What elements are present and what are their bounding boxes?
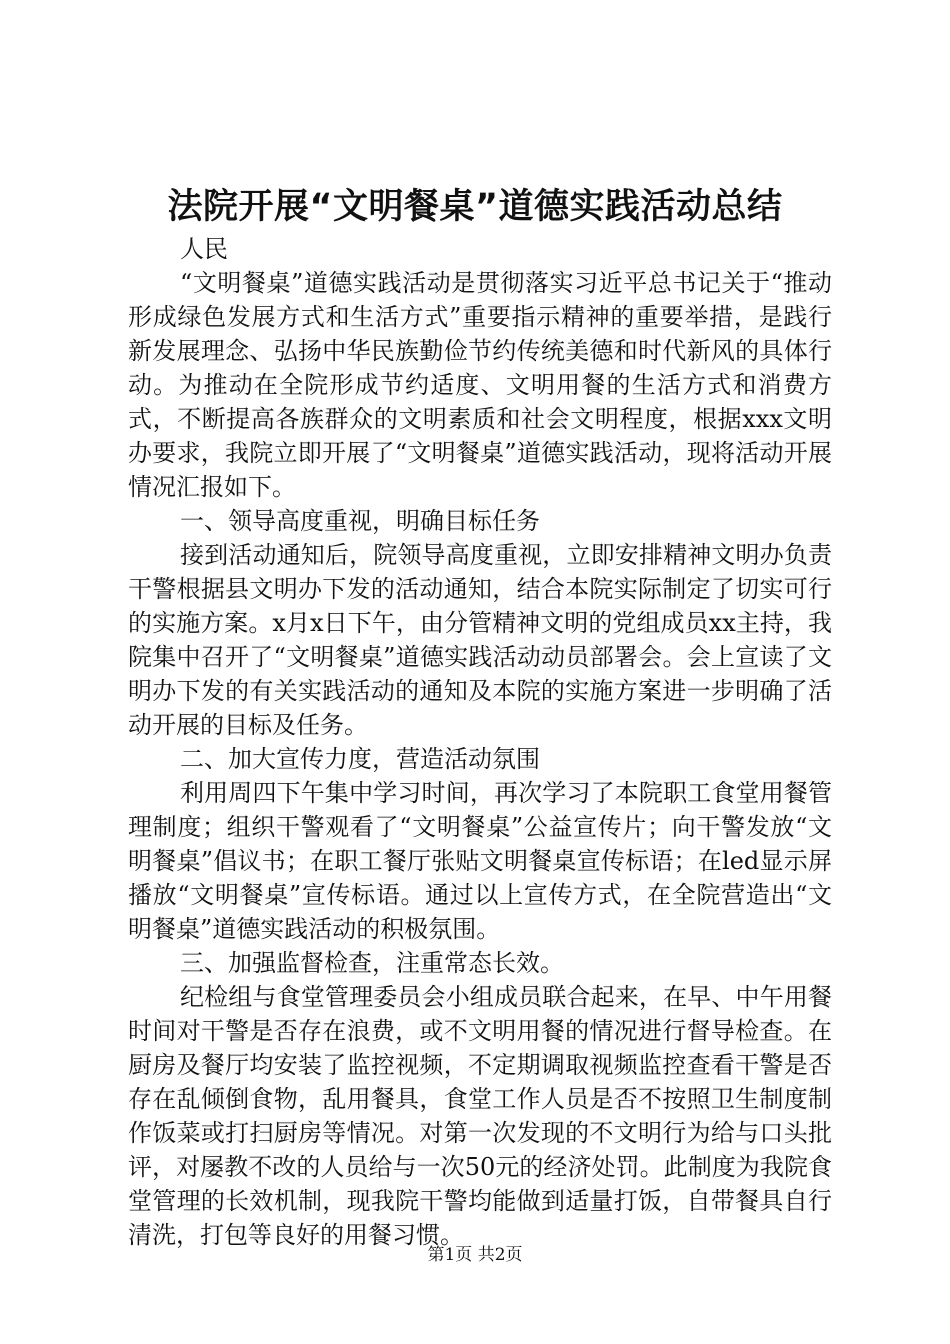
document-body xyxy=(128,232,832,1252)
paragraph-section-3: 纪检组与食堂管理委员会小组成员联合起来，在早、中午用餐时间对干警是否存在浪费，或不文明用餐的情况进行督导检查。在厨房及餐厅均安装了监控视频，不定期调取视频监控查看干警是否存在乱倾倒食物，乱用餐具，食堂工作人员是否不按照卫生制度制作饭菜或打扫厨房等情况。对第一次发现的不文明行为给与口头批评，对屡教不改的人员给与一次50元的经济处罚。此制度为我院食堂管理的长效机制，现我院干警均能做到适量打饭，自带餐具自行清洗，打包等良好的用餐习惯。 xyxy=(128,983,832,1249)
section-heading-3: 三、加强监督检查，注重常态长效。 xyxy=(180,949,564,977)
paragraph-salutation: 人民 xyxy=(180,235,228,263)
page-number: 第1页 共2页 xyxy=(427,1245,523,1265)
document-title: 法院开展“文明餐桌”道德实践活动总结 xyxy=(167,187,783,227)
section-heading-1: 一、领导高度重视，明确目标任务 xyxy=(180,507,540,535)
paragraph-section-1: 接到活动通知后，院领导高度重视，立即安排精神文明办负责干警根据县文明办下发的活动通知，结合本院实际制定了切实可行的实施方案。x月x日下午，由分管精神文明的党组成员xx主持，我院集中召开了“文明餐桌”道德实践活动动员部署会。会上宣读了文明办下发的有关实践活动的通知及本院的实施方案进一步明确了活动开展的目标及任务。 xyxy=(128,541,832,739)
section-heading-2: 二、加大宣传力度，营造活动氛围 xyxy=(180,745,540,773)
paragraph-intro: “文明餐桌”道德实践活动是贯彻落实习近平总书记关于“推动形成绿色发展方式和生活方式”重要指示精神的重要举措，是践行新发展理念、弘扬中华民族勤俭节约传统美德和时代新风的具体行动。为推动在全院形成节约适度、文明用餐的生活方式和消费方式，不断提高各族群众的文明素质和社会文明程度，根据xxx文明办要求，我院立即开展了“文明餐桌”道德实践活动，现将活动开展情况汇报如下。 xyxy=(128,269,832,501)
paragraph-section-2: 利用周四下午集中学习时间，再次学习了本院职工食堂用餐管理制度；组织干警观看了“文明餐桌”公益宣传片；向干警发放“文明餐桌”倡议书；在职工餐厅张贴文明餐桌宣传标语；在led显示屏播放“文明餐桌”宣传标语。通过以上宣传方式，在全院营造出“文明餐桌”道德实践活动的积极氛围。 xyxy=(128,779,832,943)
